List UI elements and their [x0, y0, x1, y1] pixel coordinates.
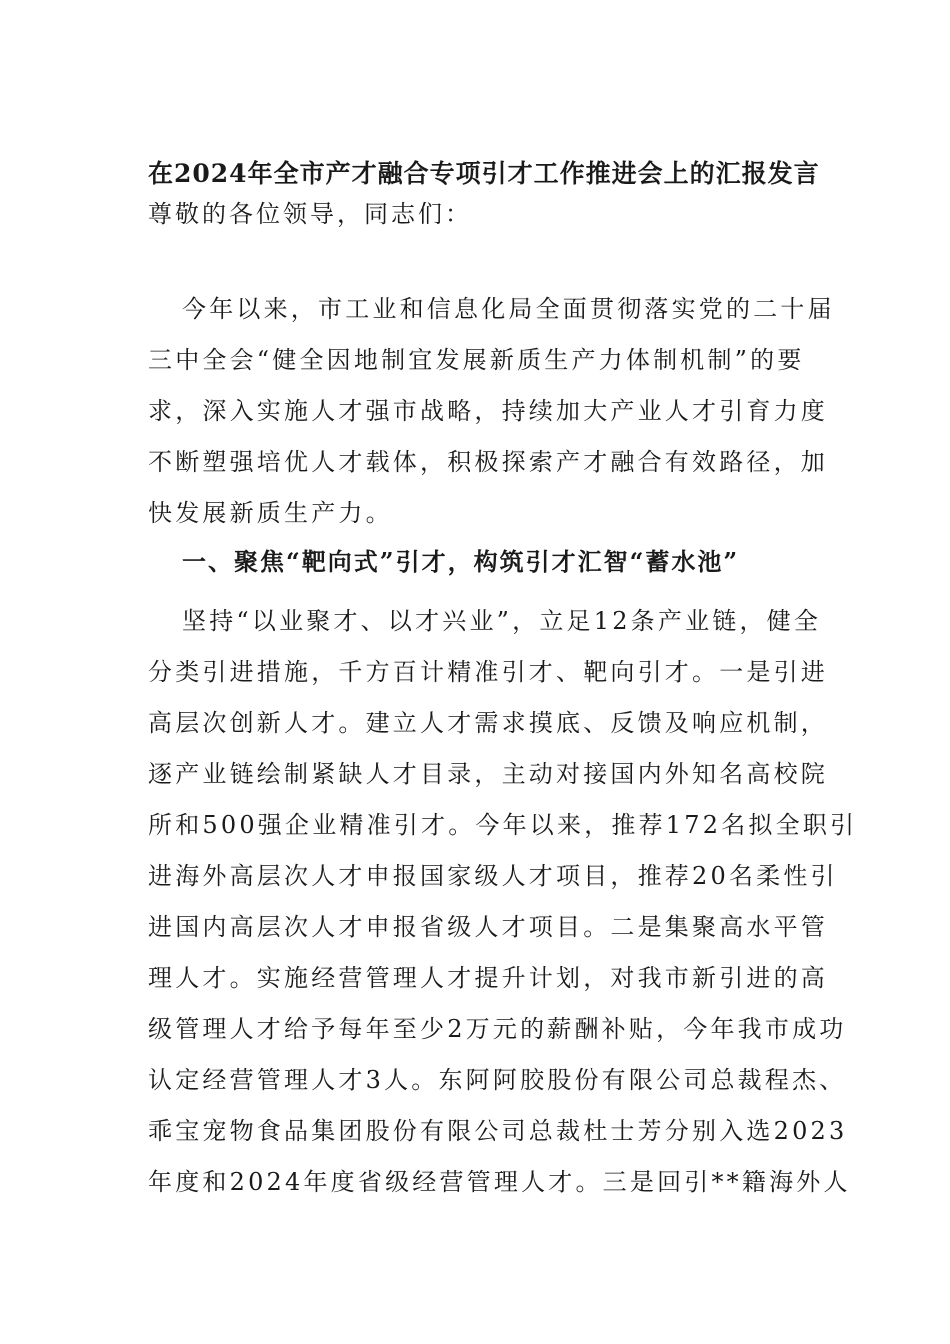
- paragraph-line: 进国内高层次人才申报省级人才项目。二是集聚高水平管: [148, 913, 828, 941]
- paragraph-line: 级管理人才给予每年至少2万元的薪酬补贴，今年我市成功: [148, 1015, 847, 1043]
- paragraph-intro: [148, 284, 835, 539]
- paragraph-line: 理人才。实施经营管理人才提升计划，对我市新引进的高: [148, 964, 828, 992]
- paragraph-line: 坚持“以业聚才、以才兴业”，立足12条产业链，健全: [182, 607, 822, 635]
- paragraph-line: 高层次创新人才。建立人才需求摸底、反馈及响应机制，: [148, 709, 828, 737]
- document-title: 在2024年全市产才融合专项引才工作推进会上的汇报发言: [148, 159, 820, 188]
- paragraph-line: 逐产业链绘制紧缺人才目录，主动对接国内外知名高校院: [148, 760, 828, 788]
- paragraph-line: 所和500强企业精准引才。今年以来，推荐172名拟全职引: [148, 811, 858, 839]
- salutation: 尊敬的各位领导，同志们：: [148, 200, 472, 228]
- paragraph-line: 不断塑强培优人才载体，积极探索产才融合有效路径，加: [148, 448, 828, 476]
- paragraph-line: 今年以来，市工业和信息化局全面贯彻落实党的二十届: [182, 295, 835, 323]
- paragraph-line: 认定经营管理人才3人。东阿阿胶股份有限公司总裁程杰、: [148, 1066, 847, 1094]
- paragraph-line: 求，深入实施人才强市战略，持续加大产业人才引育力度: [148, 397, 828, 425]
- paragraph-line: 三中全会“健全因地制宜发展新质生产力体制机制”的要: [148, 346, 805, 374]
- paragraph-section1: [148, 596, 858, 1208]
- paragraph-line: 快发展新质生产力。: [148, 499, 393, 527]
- paragraph-line: 进海外高层次人才申报国家级人才项目，推荐20名柔性引: [148, 862, 838, 890]
- section-heading: 一、聚焦“靶向式”引才，构筑引才汇智“蓄水池”: [182, 547, 740, 576]
- paragraph-line: 分类引进措施，千方百计精准引才、靶向引才。一是引进: [148, 658, 828, 686]
- paragraph-line: 年度和2024年度省级经营管理人才。三是回引**籍海外人: [148, 1168, 851, 1196]
- paragraph-line: 乖宝宠物食品集团股份有限公司总裁杜士芳分别入选2023: [148, 1117, 848, 1145]
